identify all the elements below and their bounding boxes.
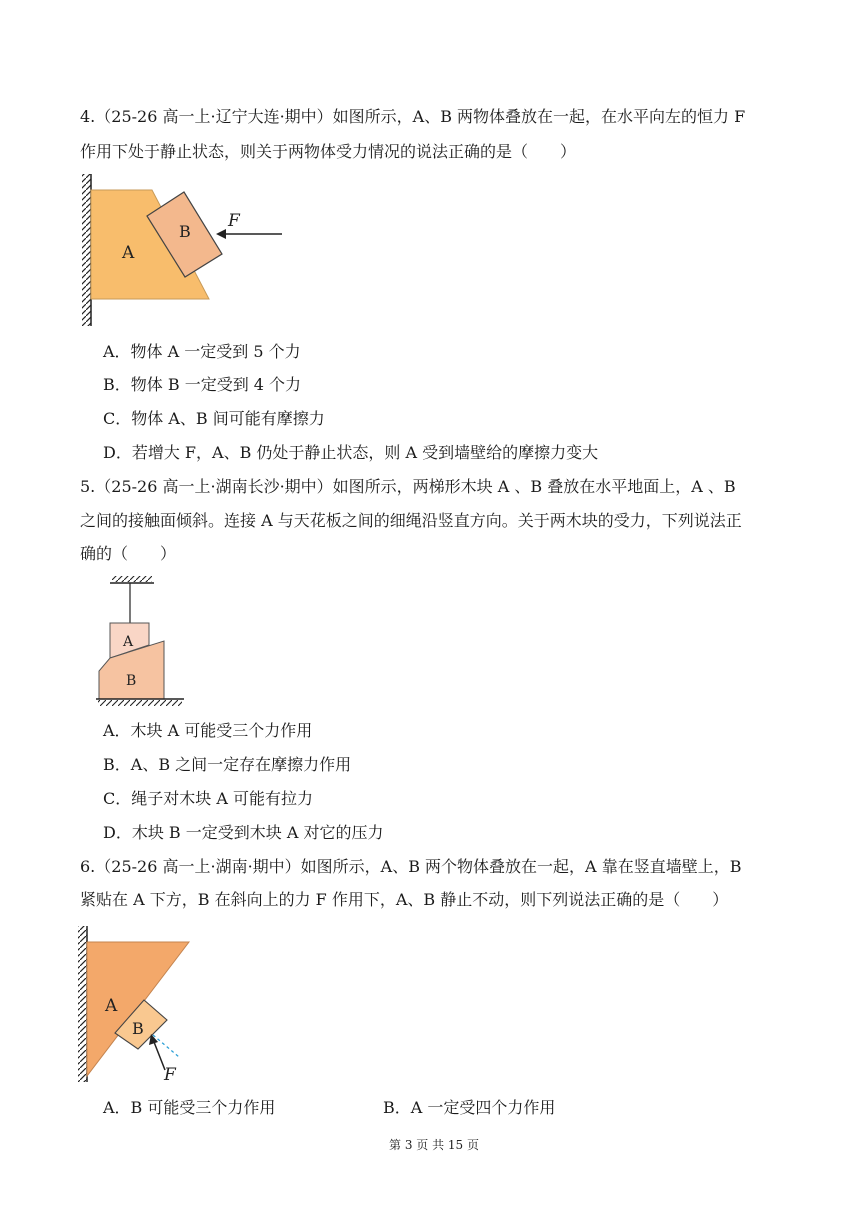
q5-option-d[interactable]: D．木块 B 一定受到木块 A 对它的压力 (103, 823, 384, 842)
q5-option-b[interactable]: B．A、B 之间一定存在摩擦力作用 (103, 755, 352, 774)
q6-force-line-dashed (153, 1035, 179, 1057)
q4-wall-hatch (82, 174, 91, 326)
q4-label-a: A (122, 243, 135, 263)
q5-ground-hatch (98, 700, 182, 706)
q5-figure (94, 574, 188, 712)
q5-stem-line3: 确的（ ） (80, 544, 177, 563)
q6-label-f: F (164, 1065, 176, 1085)
q5-stem-line2: 之间的接触面倾斜。连接 A 与天花板之间的细绳沿竖直方向。关于两木块的受力，下列说法正 (80, 511, 742, 530)
q5-option-c[interactable]: C．绳子对木块 A 可能有拉力 (103, 789, 313, 808)
q4-label-b: B (179, 222, 191, 241)
q5-stem-line1: 5.（25-26 高一上·湖南长沙·期中）如图所示，两梯形木块 A 、B 叠放在水平地面上，A 、B (80, 477, 736, 496)
q4-option-d[interactable]: D．若增大 F，A、B 仍处于静止状态，则 A 受到墙壁给的摩擦力变大 (103, 443, 599, 462)
q4-option-c[interactable]: C．物体 A、B 间可能有摩擦力 (103, 409, 325, 428)
q4-label-f: F (228, 211, 240, 231)
q4-force-arrowhead (216, 229, 226, 239)
q6-option-a[interactable]: A．B 可能受三个力作用 (103, 1098, 276, 1117)
q6-figure (74, 924, 214, 1090)
q6-option-b[interactable]: B．A 一定受四个力作用 (383, 1098, 556, 1117)
q4-figure (74, 172, 294, 330)
q6-label-a: A (105, 996, 118, 1016)
q6-stem-line1: 6.（25-26 高一上·湖南·期中）如图所示，A、B 两个物体叠放在一起，A 靠在竖直墙壁上，B (80, 857, 742, 876)
q6-stem-line2: 紧贴在 A 下方，B 在斜向上的力 F 作用下，A、B 静止不动，则下列说法正确的是（ ） (80, 890, 729, 909)
q5-label-b: B (126, 673, 137, 689)
q4-stem-line2: 作用下处于静止状态，则关于两物体受力情况的说法正确的是（ ） (80, 142, 577, 161)
q5-ceiling-hatch (112, 576, 152, 582)
page-footer: 第 3 页 共 15 页 (389, 1138, 479, 1152)
q6-label-b: B (132, 1019, 144, 1038)
q6-wall-hatch (78, 926, 87, 1082)
q5-option-a[interactable]: A．木块 A 可能受三个力作用 (103, 721, 313, 740)
q4-option-a[interactable]: A．物体 A 一定受到 5 个力 (103, 342, 301, 361)
q4-option-b[interactable]: B．物体 B 一定受到 4 个力 (103, 375, 302, 394)
q4-stem-line1: 4.（25-26 高一上·辽宁大连·期中）如图所示，A、B 两物体叠放在一起，在水平向左的恒力 F (80, 107, 746, 126)
q5-label-a: A (123, 634, 134, 650)
